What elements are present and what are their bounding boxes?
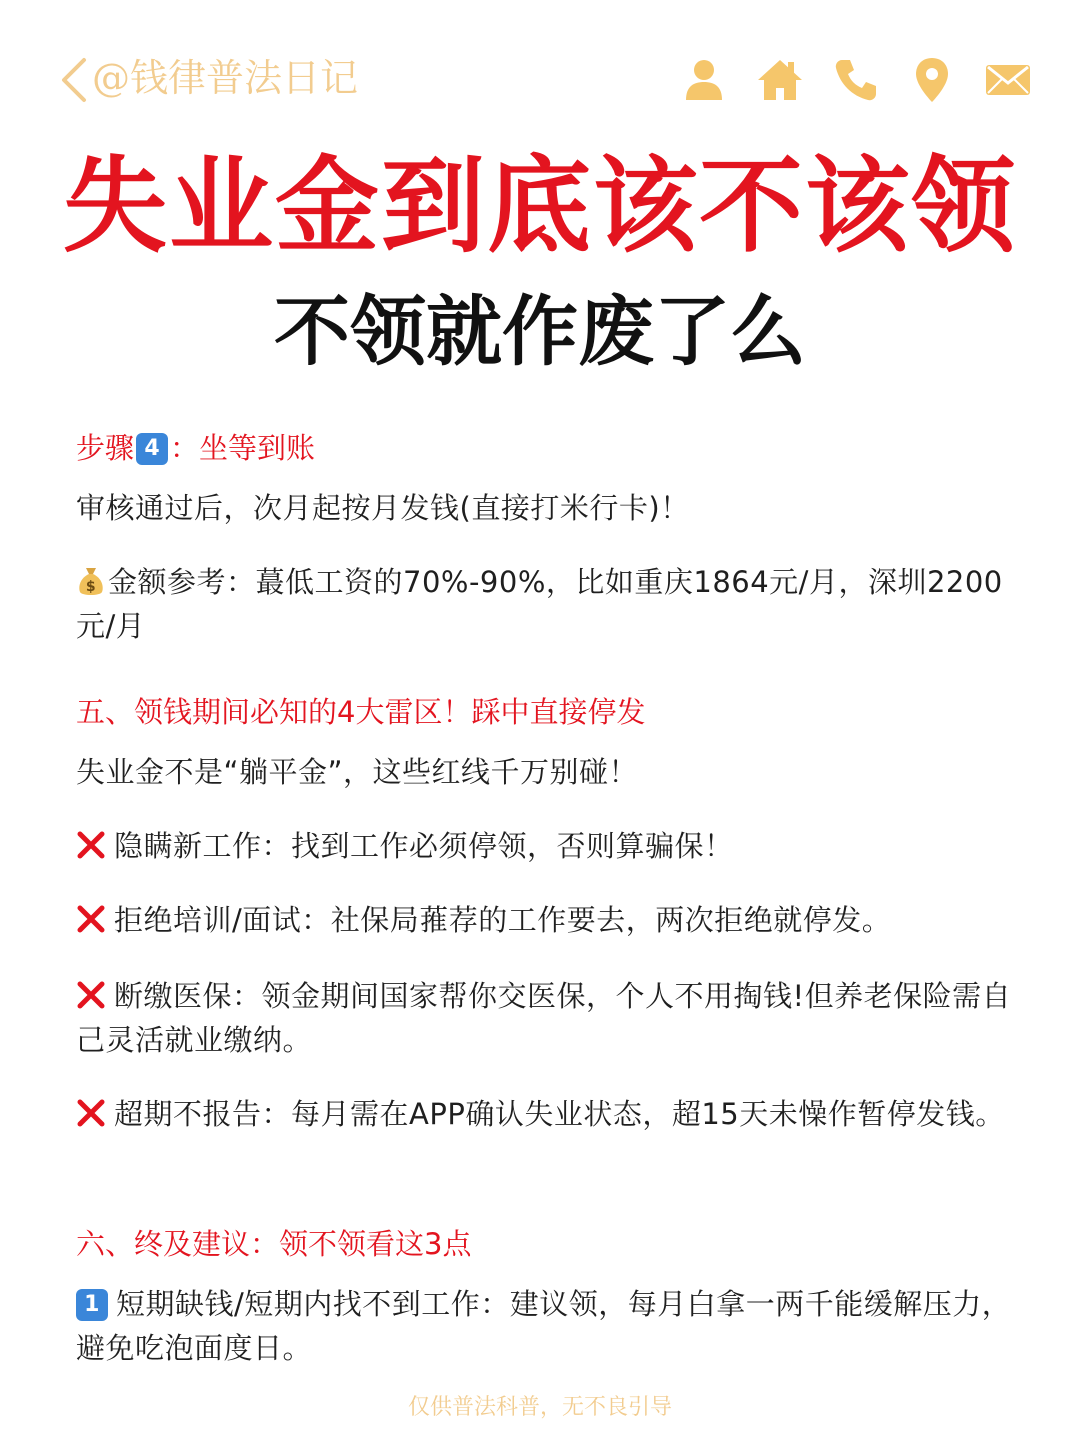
section6-item1-text: 短期缺钱/短期内找不到工作：建议领，每月白拿一两千能缓解压力，避免吃泡面度日。: [76, 1287, 1012, 1365]
top-bar: [0, 40, 1080, 120]
list-item-text: 断缴医保：领金期间国家帮你交医保，个人不用掏钱!但养老保险需自己灵活就业缴纳。: [76, 979, 1012, 1057]
page-subtitle: 不领就作废了么: [274, 287, 806, 376]
mail-icon[interactable]: [984, 56, 1032, 104]
nav-icons: [680, 54, 1032, 106]
list-item-text: 拒绝培训/面试：社保局蓷荐的工作要去，两次拒绝就停发。: [114, 903, 892, 937]
phone-icon[interactable]: [832, 56, 880, 104]
step4-line1: 审核通过后，次月起按月发钱(直接打米行卡)！: [76, 491, 690, 525]
section5-heading: 五、领钱期间必知的4大雷区！踩中直接停发: [76, 695, 646, 729]
home-icon[interactable]: [756, 56, 804, 104]
list-item-text: 隐瞒新工作：找到工作必须停领，否则算骗保！: [114, 829, 734, 863]
page-title: 失业金到底该不该领: [62, 144, 1017, 267]
list-item: [76, 1092, 1026, 1136]
number-badge-4: 4: [136, 433, 168, 465]
step4-heading: [76, 426, 1026, 470]
list-item-text: 超期不报告：每月需在APP确认失业状态，超15天未懆作暂停发钱。: [114, 1097, 1005, 1131]
money-bag-icon: [76, 565, 106, 597]
section6-item1: [76, 1282, 1026, 1370]
step4-prefix: 步骤: [76, 431, 135, 465]
red-x-icon: [76, 980, 106, 1010]
list-item: [76, 824, 1026, 868]
red-x-icon: [76, 904, 106, 934]
svg-text:$: $: [85, 579, 97, 595]
disclaimer-footer: 仅供普法科普，无不良引导: [407, 1395, 672, 1420]
red-x-icon: [76, 1098, 106, 1128]
section5-intro: 失业金不是“躺平金”，这些红线千万别碰！: [76, 755, 639, 789]
person-icon[interactable]: [680, 56, 728, 104]
amount-reference: [76, 560, 1026, 648]
list-item: [76, 974, 1026, 1062]
amount-text: 金额参考：蕞低工资的70%-90%，比如重庆1864元/月，深圳2200元/月: [76, 565, 1003, 643]
location-pin-icon[interactable]: [908, 56, 956, 104]
list-item: [76, 898, 1026, 942]
number-badge-1: 1: [76, 1289, 108, 1321]
section6-heading: 六、终及建议：领不领看这3点: [76, 1227, 472, 1261]
account-handle: @钱律普法日记: [92, 56, 359, 100]
red-x-icon: [76, 830, 106, 860]
step4-label: ：坐等到账: [170, 431, 316, 465]
